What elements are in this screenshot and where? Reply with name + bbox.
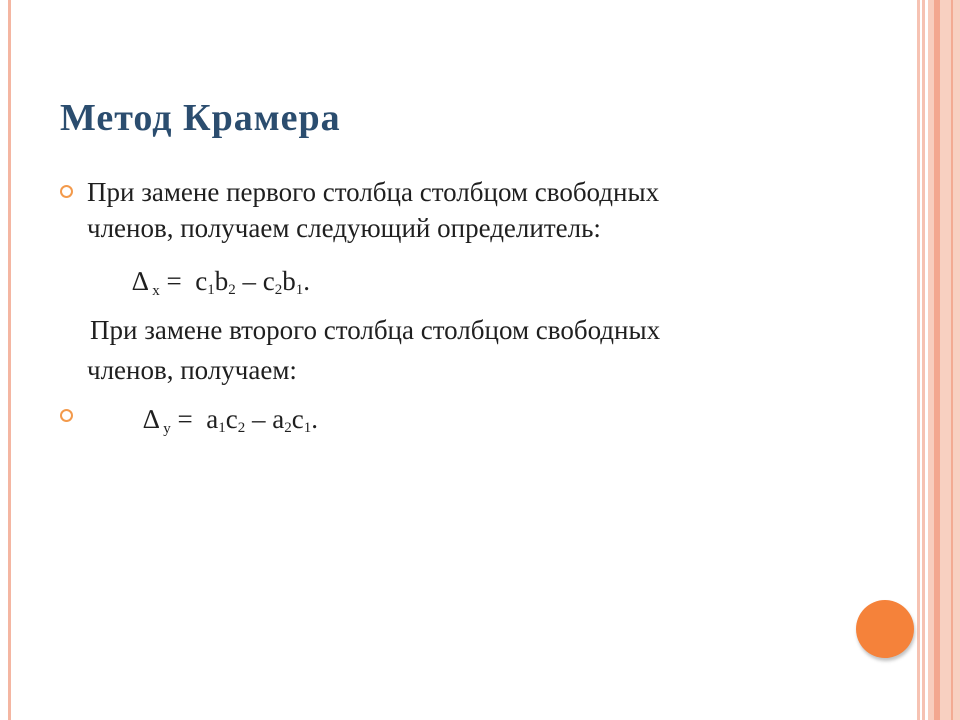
bullet-circle-icon [60, 409, 73, 422]
formula-x-operator: . [303, 266, 310, 296]
paragraph2-line1: При замене второго столбца столбцом свободных [90, 315, 661, 345]
formula-x-delta: ∆ [132, 266, 149, 296]
paragraph2-line2: членов, получаем: [87, 355, 297, 385]
left-border-line [8, 0, 11, 720]
formula-y-equals: = [170, 404, 207, 434]
formula-x-variable: c [262, 266, 275, 296]
formula-y-variable: c [225, 404, 238, 434]
formula-y-variable-subscript: 2 [284, 420, 292, 436]
formula-x-variable: b [282, 266, 296, 296]
decorative-stripe [951, 0, 953, 720]
formula-delta-y [143, 404, 318, 438]
decorative-stripe [917, 0, 920, 720]
slide-title: Метод Крамера [60, 97, 341, 139]
decorative-stripe [940, 0, 960, 720]
formula-y-operator: – [245, 404, 273, 434]
formula-y-delta: ∆ [143, 404, 160, 434]
formula-x-operator: – [235, 266, 263, 296]
formula-delta-x [132, 266, 310, 300]
formula-x-delta-subscript: x [148, 283, 160, 299]
formula-y-delta-subscript: y [159, 421, 171, 437]
orange-circle-icon [856, 600, 914, 658]
paragraph1-line2: членов, получаем следующий определитель: [87, 213, 601, 243]
formula-x-variable-subscript: 1 [207, 282, 215, 298]
formula-x-variable-subscript: 1 [295, 282, 304, 298]
formula-x-equals: = [159, 266, 196, 296]
formula-x-variable-subscript: 2 [228, 282, 236, 298]
formula-y-variable: c [291, 404, 304, 434]
formula-x-variable: c [195, 266, 208, 296]
formula-y-variable-subscript: 1 [218, 420, 226, 436]
formula-y-variable: a [206, 404, 219, 434]
paragraph1-line1: При замене первого столбца столбцом свободных [87, 177, 660, 207]
formula-y-variable-subscript: 1 [303, 420, 312, 436]
formula-y-variable: a [272, 404, 285, 434]
decorative-stripe [922, 0, 925, 720]
formula-y-variable-subscript: 2 [237, 420, 246, 436]
formula-x-variable-subscript: 2 [274, 282, 283, 298]
formula-y-operator: . [311, 404, 318, 434]
bullet-circle-icon [60, 185, 73, 198]
formula-x-variable: b [214, 266, 229, 296]
